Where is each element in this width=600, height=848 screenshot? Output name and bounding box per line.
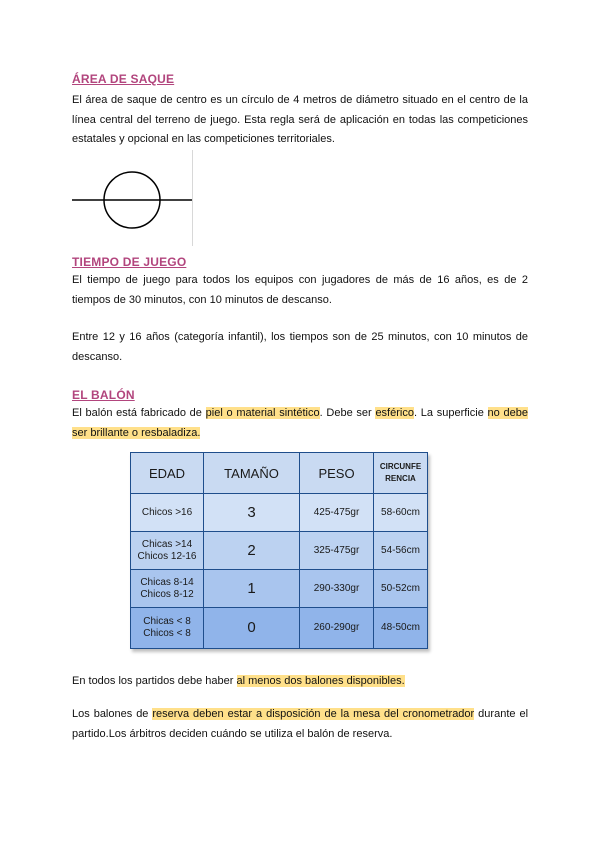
paragraph-tiempo-infantil: Entre 12 y 16 años (categoría infantil), los tiempos son de 25 minutos, con 10 minutos de descanso. (72, 331, 528, 363)
table-row (131, 608, 428, 649)
cell-peso: 260-290gr (300, 608, 374, 649)
highlight-superficie: no debe ser brillante o resbaladiza. (72, 407, 528, 439)
paragraph-el-balon: El balón está fabricado de piel o material sintético. Debe ser esférico. La superficie no debe ser brillante o resbaladiza. (72, 407, 528, 439)
paragraph-balon-reserva: Los balones de reserva deben estar a disposición de la mesa del cronometrador durante el partido.Los árbitros deciden cuándo se utiliza el balón de reserva. (72, 708, 529, 740)
header-tamano: TAMAÑO (204, 453, 300, 494)
header-edad: EDAD (131, 453, 204, 494)
section-title-el-balon: EL BALÓN (72, 388, 135, 402)
cell-peso: 290-330gr (300, 570, 374, 608)
header-circunferencia: CIRCUNFE RENCIA (374, 453, 428, 494)
cell-circunferencia: 50-52cm (374, 570, 428, 608)
cell-peso: 325-475gr (300, 532, 374, 570)
center-circle-diagram (72, 150, 196, 246)
cell-circunferencia: 54-56cm (374, 532, 428, 570)
table-row (131, 532, 428, 570)
cell-edad: Chicas < 8 Chicos < 8 (131, 608, 204, 649)
cell-edad: Chicas >14 Chicos 12-16 (131, 532, 204, 570)
cell-tamano: 2 (204, 532, 300, 570)
highlight-esferico: esférico (375, 407, 414, 419)
cell-edad: Chicas 8-14 Chicos 8-12 (131, 570, 204, 608)
paragraph-balones-disponibles: En todos los partidos debe haber al menos dos balones disponibles. (72, 675, 405, 687)
cell-tamano: 0 (204, 608, 300, 649)
cell-peso: 425-475gr (300, 494, 374, 532)
cell-circunferencia: 58-60cm (374, 494, 428, 532)
highlight-reserva: reserva deben estar a disposición de la mesa del cronometrador (152, 708, 475, 720)
section-title-area-de-saque: ÁREA DE SAQUE (72, 72, 175, 86)
cell-edad: Chicos >16 (131, 494, 204, 532)
highlight-dos-balones: al menos dos balones disponibles. (236, 675, 405, 687)
paragraph-tiempo-adultos: El tiempo de juego para todos los equipos con jugadores de más de 16 años, es de 2 tiempos de 30 minutos, con 10 minutos de descanso. (72, 274, 528, 306)
header-peso: PESO (300, 453, 374, 494)
cell-tamano: 3 (204, 494, 300, 532)
highlight-material: piel o material sintético (205, 407, 320, 419)
paragraph-area-de-saque: El área de saque de centro es un círculo de 4 metros de diámetro situado en el centro de la línea central del terreno de juego. Esta regla será de aplicación en todas las competiciones estatales y opcional en las competiciones territoriales. (72, 94, 528, 145)
section-title-tiempo-de-juego: TIEMPO DE JUEGO (72, 255, 187, 269)
table-row (131, 494, 428, 532)
ball-size-table (130, 452, 428, 649)
cell-circunferencia: 48-50cm (374, 608, 428, 649)
table-row (131, 570, 428, 608)
cell-tamano: 1 (204, 570, 300, 608)
